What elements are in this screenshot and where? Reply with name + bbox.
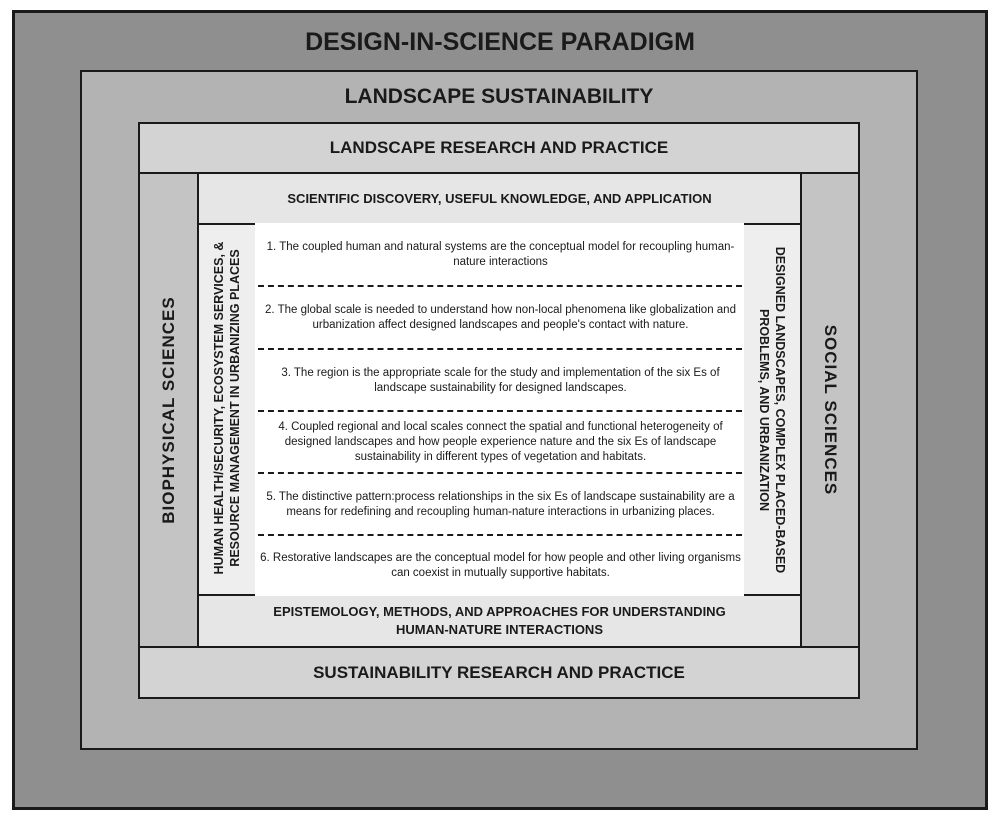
divider bbox=[258, 348, 742, 350]
sustainability-research-label: SUSTAINABILITY RESEARCH AND PRACTICE bbox=[313, 662, 685, 682]
principle-item: 4. Coupled regional and local scales connect the spatial and functional heterogeneity of designed landscapes and how people experience nature and the six Es of landscape sustainability in different types of vegetation and habitats. bbox=[278, 420, 723, 463]
social-sciences-label: SOCIAL SCIENCES bbox=[821, 324, 840, 496]
human-health-label: HUMAN HEALTH/SECURITY, ECOSYSTEM SERVICES, & RESOURCE MANAGEMENT IN URBANIZING PLACES bbox=[212, 241, 242, 575]
principle-item: 1. The coupled human and natural systems are the conceptual model for recoupling human-nature interactions bbox=[266, 241, 735, 268]
principle-item: 3. The region is the appropriate scale for the study and implementation of the six Es of landscape sustainability for designed landscapes. bbox=[281, 367, 720, 394]
divider bbox=[258, 285, 742, 287]
divider bbox=[258, 472, 742, 474]
epistemology-label: EPISTEMOLOGY, METHODS, AND APPROACHES FOR UNDERSTANDING HUMAN-NATURE INTERACTIONS bbox=[273, 604, 726, 637]
biophysical-sciences-label: BIOPHYSICAL SCIENCES bbox=[159, 296, 178, 524]
principle-item: 2. The global scale is needed to understand how non-local phenomena like globalization and urbanization affect designed landscapes and people's contact with nature. bbox=[265, 304, 736, 331]
scientific-discovery-label: SCIENTIFIC DISCOVERY, USEFUL KNOWLEDGE, AND APPLICATION bbox=[287, 191, 712, 206]
divider bbox=[258, 534, 742, 536]
divider bbox=[258, 410, 742, 412]
designed-landscapes-label: DESIGNED LANDSCAPES, COMPLEX PLACED-BASED PROBLEMS, AND URBANIZATION bbox=[757, 246, 787, 574]
landscape-research-label: LANDSCAPE RESEARCH AND PRACTICE bbox=[329, 138, 669, 157]
principle-item: 5. The distinctive pattern:process relationships in the six Es of landscape sustainability are a means for redefining and recoupling human-nature interactions in urbanizing places. bbox=[266, 491, 735, 518]
principle-item: 6. Restorative landscapes are the conceptual model for how people and other living organisms can coexist in mutually supportive habitats. bbox=[260, 552, 741, 579]
paradigm-title: DESIGN-IN-SCIENCE PARADIGM bbox=[305, 27, 695, 56]
landscape-sustainability-title: LANDSCAPE SUSTAINABILITY bbox=[344, 85, 654, 108]
